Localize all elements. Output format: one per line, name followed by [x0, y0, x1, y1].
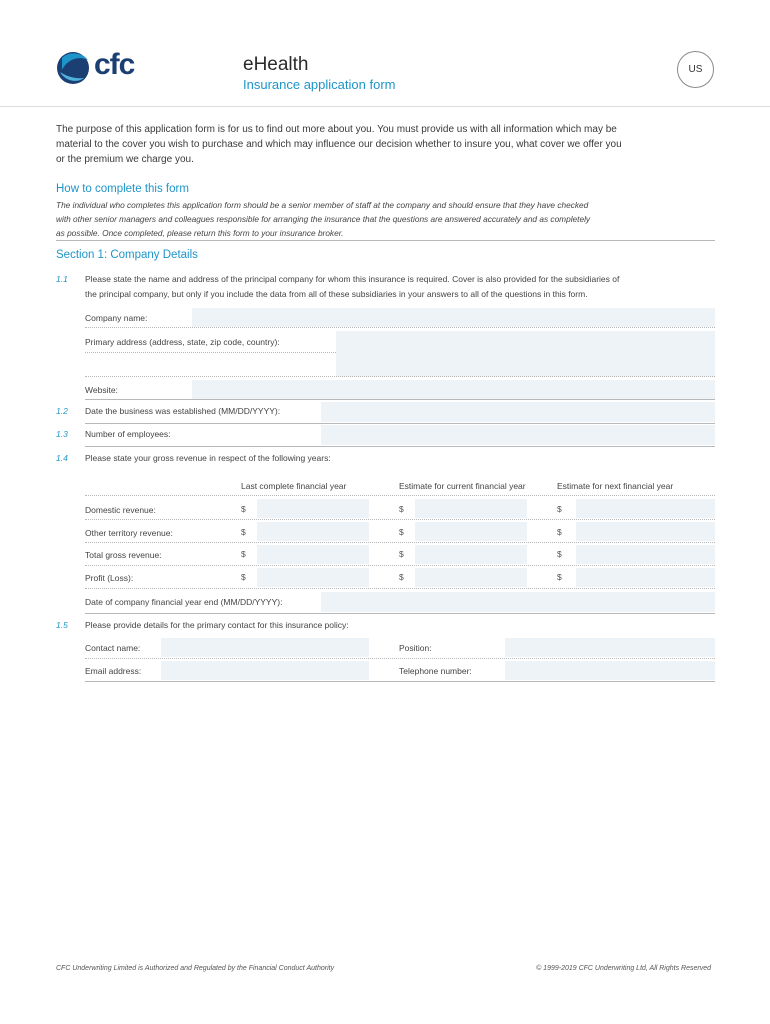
intro-line: The purpose of this application form is for us to find out more about you. You must provide us with all information which may be [56, 124, 617, 135]
other-territory-current-input[interactable] [415, 522, 527, 541]
divider [85, 423, 715, 424]
divider [85, 588, 715, 589]
revenue-row-label: Domestic revenue: [85, 505, 156, 515]
divider [85, 376, 715, 377]
divider [85, 446, 715, 447]
employees-input[interactable] [321, 425, 715, 445]
profit-current-input[interactable] [415, 568, 527, 587]
profit-last-input[interactable] [257, 568, 369, 587]
divider [85, 519, 715, 520]
question-number: 1.4 [56, 453, 68, 463]
section-heading: Section 1: Company Details [56, 249, 198, 261]
currency-symbol: $ [399, 504, 404, 514]
question-number: 1.3 [56, 429, 68, 439]
year-end-label: Date of company financial year end (MM/DD/YYYY): [85, 597, 283, 607]
how-to-line: with other senior managers and colleagues responsible for arranging the insurance that the questions are answered accurately and as completely [56, 214, 591, 224]
region-badge [677, 51, 714, 88]
profit-next-input[interactable] [576, 568, 715, 587]
primary-address-label: Primary address (address, state, zip code, country): [85, 337, 280, 347]
how-to-divider [56, 240, 715, 241]
website-label: Website: [85, 385, 118, 395]
telephone-input[interactable] [505, 661, 715, 680]
footer-regulatory-text: CFC Underwriting Limited is Authorized and Regulated by the Financial Conduct Authority [56, 965, 335, 972]
telephone-label: Telephone number: [399, 666, 472, 676]
question-number: 1.5 [56, 620, 68, 630]
region-badge-label: US [688, 64, 703, 75]
how-to-line: The individual who completes this application form should be a senior member of staff at the company and should ensure that they have checked [56, 200, 589, 210]
divider [85, 565, 715, 566]
email-input[interactable] [161, 661, 369, 680]
established-date-input[interactable] [321, 402, 715, 422]
revenue-row-label: Profit (Loss): [85, 573, 134, 583]
contact-name-input[interactable] [161, 638, 369, 657]
divider [85, 542, 715, 543]
revenue-row-label: Other territory revenue: [85, 528, 173, 538]
question-text: the principal company, but only if you include the data from all of these subsidiaries in your answers to all of the questions in this form. [85, 289, 588, 299]
cfc-logo-icon [54, 48, 92, 86]
contact-question-text: Please provide details for the primary contact for this insurance policy: [85, 620, 349, 630]
intro-line: or the premium we charge you. [56, 154, 194, 165]
logo-text: cfc [94, 48, 135, 81]
year-end-input[interactable] [321, 592, 715, 612]
other-territory-last-input[interactable] [257, 522, 369, 541]
contact-name-label: Contact name: [85, 643, 141, 653]
position-label: Position: [399, 643, 432, 653]
company-name-input[interactable] [192, 308, 715, 327]
cfc-logo [54, 48, 154, 88]
footer-copyright-text: © 1999-2019 CFC Underwriting Ltd, All Rights Reserved [536, 965, 711, 972]
revenue-row-label: Total gross revenue: [85, 550, 162, 560]
intro-line: material to the cover you wish to purchase and which may influence our decision whether to insure you, what cover we offer you [56, 139, 622, 150]
currency-symbol: $ [399, 572, 404, 582]
divider [85, 327, 715, 328]
divider [85, 681, 715, 682]
total-gross-next-input[interactable] [576, 545, 715, 564]
position-input[interactable] [505, 638, 715, 657]
question-number: 1.2 [56, 406, 68, 416]
intro-text [56, 122, 716, 167]
company-name-label: Company name: [85, 313, 148, 323]
divider [85, 399, 715, 400]
employees-label: Number of employees: [85, 429, 171, 439]
domestic-current-input[interactable] [415, 499, 527, 518]
primary-address-input[interactable] [336, 331, 715, 377]
website-input[interactable] [192, 380, 715, 399]
total-gross-current-input[interactable] [415, 545, 527, 564]
currency-symbol: $ [399, 527, 404, 537]
currency-symbol: $ [557, 572, 562, 582]
revenue-question-text: Please state your gross revenue in respect of the following years: [85, 453, 331, 463]
currency-symbol: $ [557, 504, 562, 514]
currency-symbol: $ [241, 549, 246, 559]
column-header-current-year: Estimate for current financial year [399, 481, 526, 491]
column-header-next-year: Estimate for next financial year [557, 481, 674, 491]
how-to-line: as possible. Once completed, please return this form to your insurance broker. [56, 228, 344, 238]
divider [85, 658, 715, 659]
domestic-next-input[interactable] [576, 499, 715, 518]
currency-symbol: $ [557, 527, 562, 537]
question-text: Please state the name and address of the principal company for whom this insurance is required. Cover is also provided for the subsidiaries of [85, 274, 620, 284]
divider [85, 613, 715, 614]
domestic-last-input[interactable] [257, 499, 369, 518]
page-title: eHealth [243, 54, 309, 75]
currency-symbol: $ [241, 527, 246, 537]
page-subtitle: Insurance application form [243, 77, 396, 92]
total-gross-last-input[interactable] [257, 545, 369, 564]
currency-symbol: $ [557, 549, 562, 559]
currency-symbol: $ [241, 572, 246, 582]
header-divider [0, 106, 770, 107]
divider [85, 352, 336, 353]
currency-symbol: $ [241, 504, 246, 514]
how-to-text [56, 198, 716, 240]
other-territory-next-input[interactable] [576, 522, 715, 541]
currency-symbol: $ [399, 549, 404, 559]
how-to-heading: How to complete this form [56, 183, 189, 195]
established-date-label: Date the business was established (MM/DD/YYYY): [85, 406, 281, 416]
divider [85, 495, 715, 496]
column-header-last-year: Last complete financial year [241, 481, 347, 491]
email-label: Email address: [85, 666, 142, 676]
question-number: 1.1 [56, 274, 68, 284]
